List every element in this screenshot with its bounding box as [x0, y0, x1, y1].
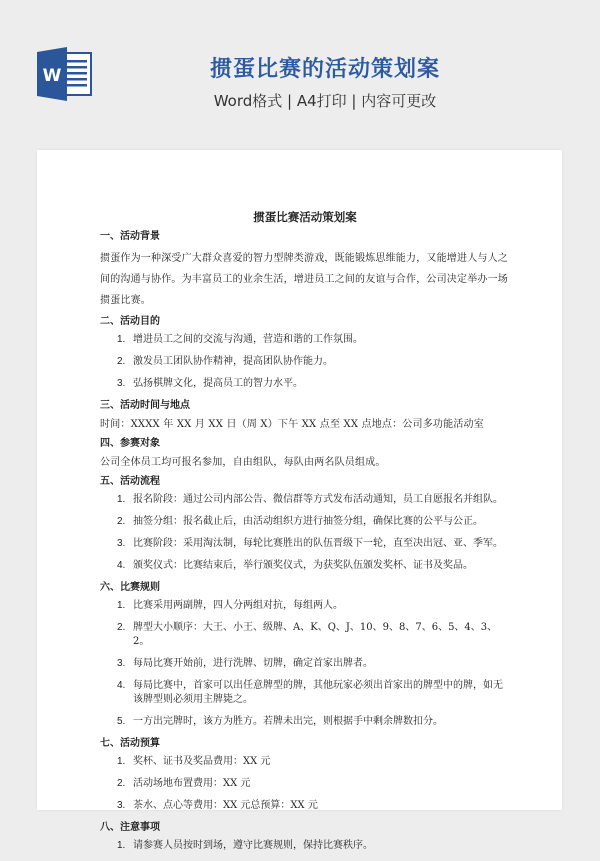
svg-text:W: W — [42, 66, 62, 86]
hero-title: 掼蛋比赛的活动策划案 — [209, 57, 440, 82]
section-paragraph: 掼蛋作为一种深受广大群众喜爱的智力型牌类游戏，既能锻炼思维能力，又能增进人与人之间的沟通与协作。为丰富员工的业余生活，增进员工之间的友谊与合作，公司决定举办一场掼蛋比赛。 — [100, 253, 508, 306]
section-heading-time-place: 三、活动时间与地点 — [100, 400, 190, 411]
list-item — [100, 799, 510, 813]
list-number: 4. — [117, 680, 126, 691]
list-item — [100, 377, 510, 391]
section-heading-participants: 四、参赛对象 — [100, 438, 160, 449]
list-text: 增进员工之间的交流与沟通，营造和谐的工作氛围。 — [133, 334, 363, 345]
list-number: 3. — [117, 378, 126, 389]
list-text: 比赛采用两副牌，四人分两组对抗，每组两人。 — [133, 600, 343, 611]
list-text: 一方出完牌时，该方为胜方。若牌未出完，则根据手中剩余牌数扣分。 — [133, 716, 443, 727]
list-item — [100, 715, 510, 729]
list-number: 1. — [117, 600, 126, 611]
notes-list — [100, 839, 510, 853]
list-text: 奖杯、证书及奖品费用：XX 元 — [133, 756, 271, 767]
list-text: 报名阶段：通过公司内部公告、微信群等方式发布活动通知，员工自愿报名并组队。 — [133, 494, 503, 505]
rules-list — [100, 599, 510, 729]
list-text: 抽签分组：报名截止后，由活动组织方进行抽签分组，确保比赛的公平与公正。 — [133, 516, 483, 527]
list-item — [100, 657, 510, 671]
document-title: 掼蛋比赛活动策划案 — [253, 210, 357, 224]
section-heading-process: 五、活动流程 — [100, 476, 160, 487]
document-body — [100, 210, 510, 861]
list-item — [100, 537, 510, 551]
list-number: 3. — [117, 538, 126, 549]
list-text: 请参赛人员按时到场，遵守比赛规则，保持比赛秩序。 — [133, 840, 373, 851]
list-number: 1. — [117, 840, 126, 851]
list-number: 2. — [117, 778, 126, 789]
list-number: 1. — [117, 334, 126, 345]
section-heading-budget: 七、活动预算 — [100, 738, 160, 749]
budget-list — [100, 755, 510, 813]
list-item — [100, 777, 510, 791]
section-paragraph: 公司全体员工均可报名参加，自由组队，每队由两名队员组成。 — [100, 457, 386, 468]
list-number: 3. — [117, 800, 126, 811]
process-list — [100, 493, 510, 573]
list-text: 每局比赛开始前，进行洗牌、切牌，确定首家出牌者。 — [133, 658, 373, 669]
section-heading-purpose: 二、活动目的 — [100, 316, 160, 327]
section-paragraph: 时间：XXXX 年 XX 月 XX 日（周 X）下午 XX 点至 XX 点地点：公司多功能活动室 — [100, 419, 484, 430]
list-number: 5. — [117, 716, 126, 727]
section-heading-notes: 八、注意事项 — [100, 822, 160, 833]
list-item — [100, 755, 510, 769]
list-item — [100, 333, 510, 347]
list-text: 弘扬棋牌文化，提高员工的智力水平。 — [133, 378, 303, 389]
list-item — [100, 493, 510, 507]
word-icon — [37, 47, 93, 101]
purpose-list — [100, 333, 510, 391]
list-item — [100, 621, 510, 649]
list-number: 4. — [117, 560, 126, 571]
list-number: 2. — [117, 622, 126, 633]
list-item — [100, 599, 510, 613]
list-item — [100, 679, 510, 707]
section-heading-rules: 六、比赛规则 — [100, 582, 160, 593]
header-banner — [0, 0, 600, 150]
list-number: 2. — [117, 356, 126, 367]
list-number: 1. — [117, 756, 126, 767]
list-text: 颁奖仪式：比赛结束后，举行颁奖仪式，为获奖队伍颁发奖杯、证书及奖品。 — [133, 560, 473, 571]
hero-subtitle: Word格式 | A4打印 | 内容可更改 — [213, 92, 437, 110]
list-text: 比赛阶段：采用淘汰制，每轮比赛胜出的队伍晋级下一轮，直至决出冠、亚、季军。 — [133, 538, 503, 549]
list-text: 激发员工团队协作精神，提高团队协作能力。 — [133, 356, 333, 367]
list-number: 2. — [117, 516, 126, 527]
list-text: 活动场地布置费用：XX 元 — [133, 778, 251, 789]
list-text: 牌型大小顺序：大王、小王、级牌、A、K、Q、J、10、9、8、7、6、5、4、3、2。 — [133, 622, 498, 647]
document-page — [37, 150, 562, 851]
section-heading-background: 一、活动背景 — [100, 231, 160, 242]
list-text: 茶水、点心等费用：XX 元总预算：XX 元 — [133, 800, 318, 811]
list-text: 每局比赛中，首家可以出任意牌型的牌，其他玩家必须出首家出的牌型中的牌，如无该牌型则必须用主牌毙之。 — [133, 680, 503, 705]
list-item — [100, 515, 510, 529]
list-item — [100, 839, 510, 853]
list-number: 3. — [117, 658, 126, 669]
list-item — [100, 355, 510, 369]
list-number: 1. — [117, 494, 126, 505]
list-item — [100, 559, 510, 573]
